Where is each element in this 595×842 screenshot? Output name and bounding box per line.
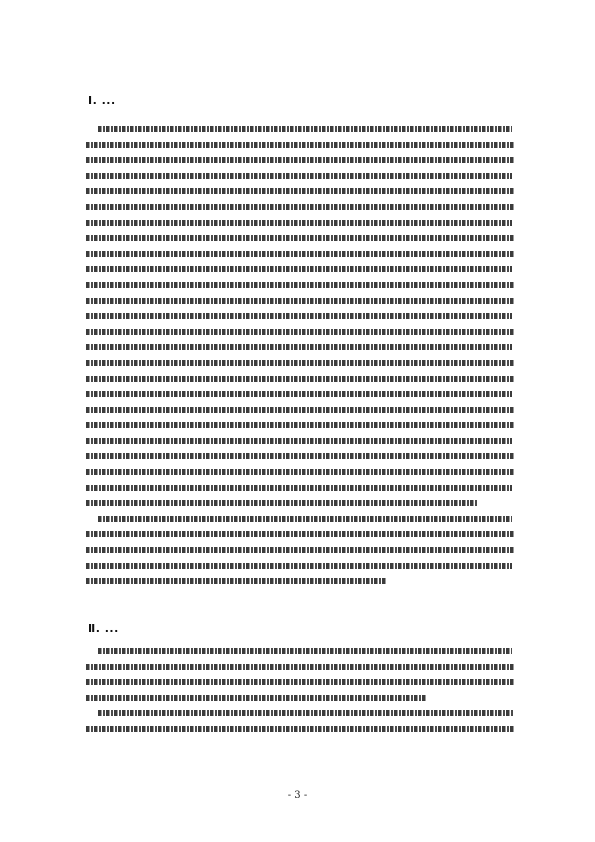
text-line — [86, 282, 514, 288]
text-line — [86, 469, 514, 475]
text-line — [98, 710, 514, 716]
text-line — [86, 157, 514, 163]
section-heading: Ⅱ. ... — [88, 622, 119, 635]
text-line — [86, 531, 514, 537]
text-line — [86, 344, 512, 350]
text-line — [86, 407, 514, 413]
section-heading: Ⅰ. ... — [88, 94, 116, 107]
text-line — [86, 329, 514, 335]
text-line — [86, 695, 426, 701]
text-line — [86, 438, 512, 444]
text-line — [86, 298, 514, 304]
text-line — [86, 500, 478, 506]
text-line — [86, 360, 514, 366]
text-line — [86, 453, 514, 459]
text-line — [86, 391, 512, 397]
text-line — [98, 126, 512, 132]
text-line — [98, 516, 512, 522]
text-line — [98, 648, 512, 654]
text-line — [86, 578, 386, 584]
page-number: - 3 - — [287, 790, 308, 801]
text-line — [86, 376, 514, 382]
text-line — [86, 251, 514, 257]
text-line — [86, 422, 514, 428]
text-line — [86, 547, 514, 553]
text-line — [86, 188, 514, 194]
text-line — [86, 266, 512, 272]
text-line — [86, 313, 512, 319]
text-line — [86, 726, 514, 732]
text-line — [86, 563, 512, 569]
text-line — [86, 679, 514, 685]
section-body — [86, 126, 514, 594]
text-line — [86, 142, 514, 148]
text-line — [86, 664, 514, 670]
section-body — [86, 648, 514, 742]
text-line — [86, 220, 512, 226]
text-line — [86, 204, 514, 210]
text-line — [86, 485, 512, 491]
text-line — [86, 173, 512, 179]
text-line — [86, 235, 514, 241]
